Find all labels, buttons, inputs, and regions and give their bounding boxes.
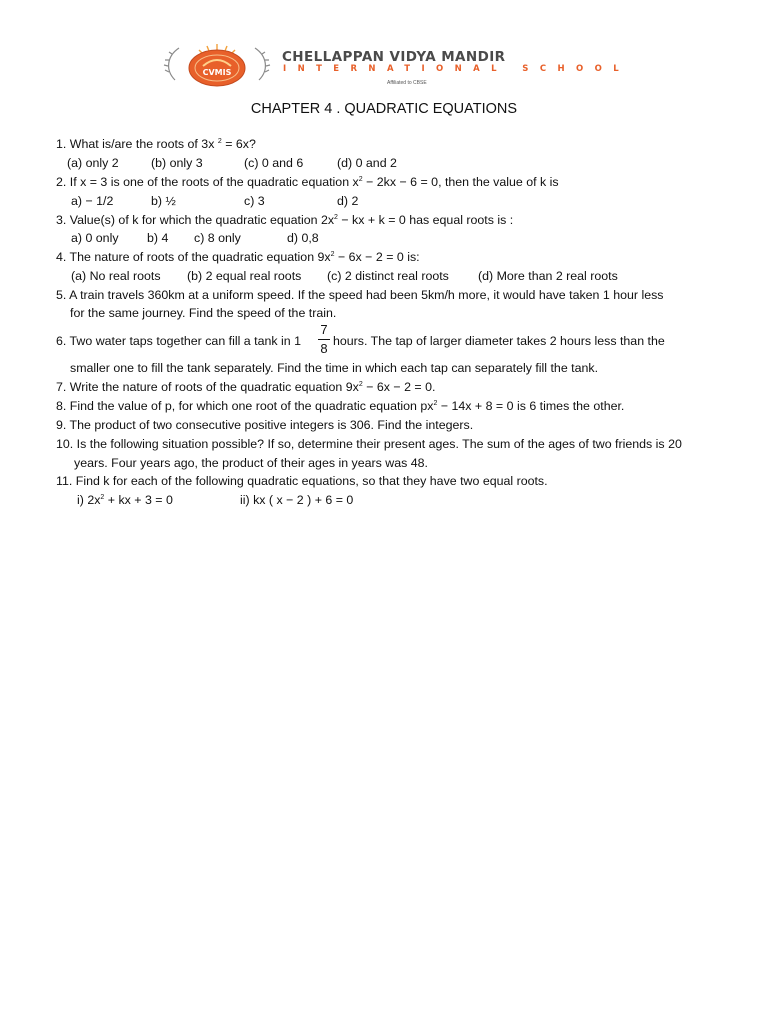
q4-option-d: (d) More than 2 real roots [478, 269, 618, 283]
q4-text-end: − 6x − 2 = 0 is: [334, 250, 420, 264]
q7-text-end: − 6x − 2 = 0. [362, 380, 436, 394]
q2-text-end: − 2kx − 6 = 0, then the value of k is [362, 175, 559, 189]
school-subtitle: INTERNATIONAL SCHOOL [283, 64, 631, 74]
q2-text: 2. If x = 3 is one of the roots of the quadratic equation x [56, 175, 359, 189]
q2-option-d: d) 2 [337, 194, 359, 208]
q1-option-b: (b) only 3 [151, 156, 203, 170]
q1-option-d: (d) 0 and 2 [337, 156, 397, 170]
q3-option-b: b) 4 [147, 231, 169, 245]
q4-option-a: (a) No real roots [71, 269, 161, 283]
q3-text-end: − kx + k = 0 has equal roots is : [337, 213, 514, 227]
question-10-line-1: 10. Is the following situation possible? If so, determine their present ages. The sum of the ages of two friends is 20 [56, 437, 682, 451]
question-5-line-2: for the same journey. Find the speed of the train. [70, 306, 337, 320]
question-8 [56, 398, 624, 414]
q6-fraction-denominator: 8 [320, 341, 328, 356]
q1-text: 1. What is/are the roots of 3x [56, 137, 218, 151]
q11-part-2: ii) kx ( x − 2 ) + 6 = 0 [240, 493, 354, 507]
q11-part-1-sup: 2 [100, 494, 105, 501]
question-6-text-end: hours. The tap of larger diameter takes 2 hours less than the [333, 334, 665, 348]
q3-option-c: c) 8 only [194, 231, 241, 245]
q3-text: 3. Value(s) of k for which the quadratic equation 2x [56, 213, 335, 227]
q11-part-1-text: i) 2x [77, 493, 101, 507]
page-title: CHAPTER 4 . QUADRATIC EQUATIONS [250, 101, 518, 117]
question-6: 6. Two water taps together can fill a tank in 1 [56, 334, 301, 348]
question-7 [56, 379, 435, 395]
q7-sup: 2 [358, 381, 363, 388]
question-4 [56, 249, 420, 265]
school-header [163, 40, 631, 90]
q2-option-a: a) − 1/2 [71, 194, 114, 208]
q4-option-c: (c) 2 distinct real roots [327, 269, 449, 283]
q6-fraction-numerator: 7 [320, 322, 328, 337]
q3-option-d: d) 0,8 [287, 231, 319, 245]
question-5-line-1: 5. A train travels 360km at a uniform speed. If the speed had been 5km/h more, it would have taken 1 hour less [56, 288, 664, 302]
q8-sup: 2 [433, 400, 438, 407]
svg-text:CVMIS: CVMIS [202, 68, 232, 77]
q4-sup: 2 [330, 251, 335, 258]
question-10-line-2: years. Four years ago, the product of their ages in years was 48. [74, 456, 429, 470]
question-11: 11. Find k for each of the following quadratic equations, so that they have two equal roots. [56, 474, 548, 488]
question-2 [56, 174, 559, 190]
q2-option-b: b) ½ [151, 194, 176, 208]
q11-part-1-text-end: + kx + 3 = 0 [104, 493, 173, 507]
q2-option-c: c) 3 [244, 194, 265, 208]
q1-option-c: (c) 0 and 6 [244, 156, 304, 170]
question-1 [56, 136, 256, 152]
affiliation-text: Affiliated to CBSE [387, 80, 427, 86]
q7-text: 7. Write the nature of roots of the quadratic equation 9x [56, 380, 359, 394]
q2-sup: 2 [358, 176, 363, 183]
school-name: CHELLAPPAN VIDYA MANDIR [282, 49, 506, 65]
question-3 [56, 212, 513, 228]
school-logo [163, 42, 271, 90]
q1-sup: 2 [217, 138, 222, 145]
question-6-line-2: smaller one to fill the tank separately. Find the time in which each tap can separately fill the tank. [70, 361, 599, 375]
q1-text-end: = 6x? [221, 137, 256, 151]
q3-option-a: a) 0 only [71, 231, 119, 245]
q8-text-end: − 14x + 8 = 0 is 6 times the other. [437, 399, 625, 413]
q4-text: 4. The nature of roots of the quadratic equation 9x [56, 250, 331, 264]
q3-sup: 2 [334, 214, 338, 221]
q1-option-a: (a) only 2 [67, 156, 119, 170]
question-9: 9. The product of two consecutive positive integers is 306. Find the integers. [56, 418, 474, 432]
q6-fraction-bar [318, 339, 330, 340]
q11-part-1 [77, 492, 173, 508]
q4-option-b: (b) 2 equal real roots [187, 269, 302, 283]
q8-text: 8. Find the value of p, for which one root of the quadratic equation px [56, 399, 434, 413]
